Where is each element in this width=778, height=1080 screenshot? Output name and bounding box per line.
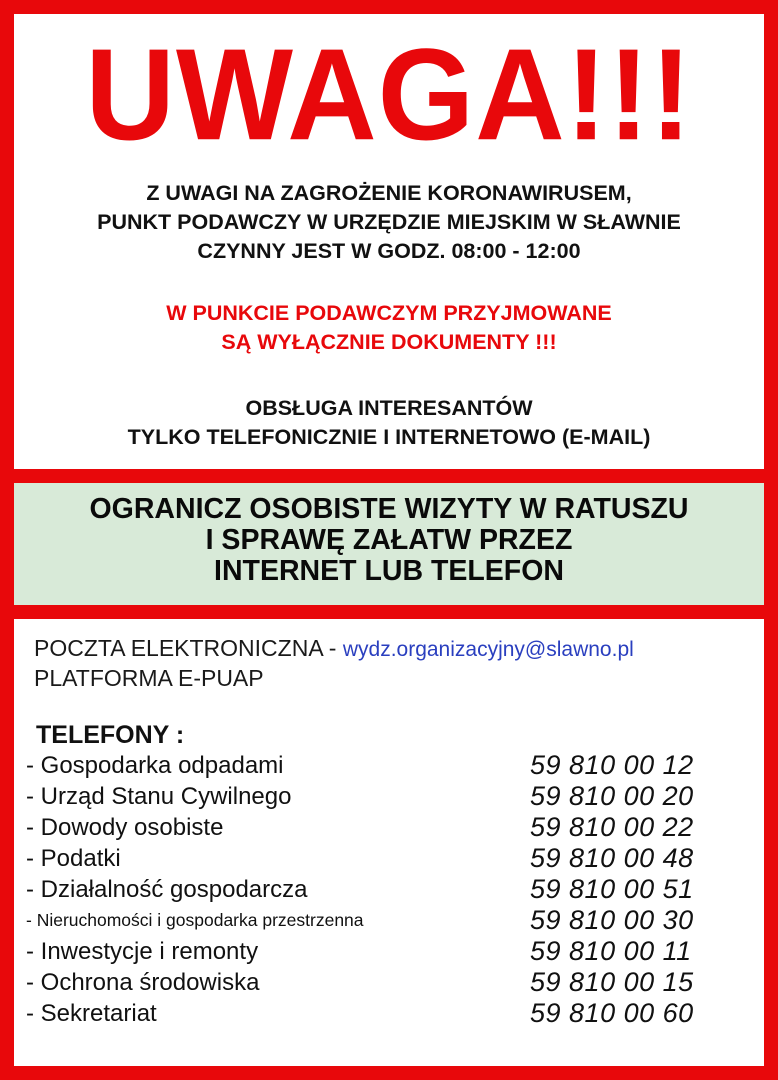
- phone-department: - Urząd Stanu Cywilnego: [26, 783, 292, 810]
- documents-only-notice: [14, 299, 764, 357]
- phone-department: - Sekretariat: [26, 1000, 157, 1027]
- notice-line: SĄ WYŁĄCZNIE DOKUMENTY !!!: [221, 330, 557, 354]
- phone-department: - Ochrona środowiska: [26, 969, 260, 996]
- phone-number: 59 810 00 60: [530, 998, 694, 1028]
- notice-line: OBSŁUGA INTERESANTÓW: [245, 396, 533, 420]
- phone-department: - Nieruchomości i gospodarka przestrzenna: [26, 910, 364, 930]
- phone-row: [26, 905, 756, 936]
- phone-list: [26, 750, 756, 1029]
- phone-department: - Podatki: [26, 845, 121, 872]
- email-link[interactable]: wydz.organizacyjny@slawno.pl: [342, 638, 634, 661]
- phone-number: 59 810 00 11: [530, 936, 692, 966]
- phone-row: [26, 967, 756, 998]
- phone-number: 59 810 00 48: [530, 843, 694, 873]
- band-line: INTERNET LUB TELEFON: [214, 555, 564, 587]
- phone-number: 59 810 00 51: [530, 874, 694, 904]
- warning-section: [14, 14, 764, 469]
- limit-visits-band: [14, 469, 764, 619]
- notice-line: W PUNKCIE PODAWCZYM PRZYJMOWANE: [166, 301, 612, 325]
- band-line: OGRANICZ OSOBISTE WIZYTY W RATUSZU: [89, 493, 689, 525]
- headline: UWAGA!!!: [85, 22, 693, 168]
- notice-line: Z UWAGI NA ZAGROŻENIE KORONAWIRUSEM,: [146, 181, 632, 205]
- phone-number: 59 810 00 20: [530, 781, 694, 811]
- service-notice: [14, 394, 764, 452]
- email-label: POCZTA ELEKTRONICZNA -: [34, 635, 343, 661]
- phone-department: - Gospodarka odpadami: [26, 752, 284, 779]
- notice-line: TYLKO TELEFONICZNIE I INTERNETOWO (E-MAIL): [127, 425, 651, 449]
- platform-label: PLATFORMA E-PUAP: [34, 665, 264, 691]
- phone-row: [26, 750, 756, 781]
- band-line: I SPRAWĘ ZAŁATW PRZEZ: [205, 524, 573, 556]
- contact-section: [34, 634, 754, 693]
- notice-line: PUNKT PODAWCZY W URZĘDZIE MIEJSKIM W SŁAWNIE: [97, 210, 681, 234]
- phone-department: - Dowody osobiste: [26, 814, 224, 841]
- phone-number: 59 810 00 30: [530, 905, 694, 935]
- phone-number: 59 810 00 22: [530, 812, 694, 842]
- phone-department: - Inwestycje i remonty: [26, 938, 259, 965]
- phone-number: 59 810 00 12: [530, 750, 694, 780]
- office-hours-notice: [14, 179, 764, 266]
- phone-number: 59 810 00 15: [530, 967, 694, 997]
- phone-row: [26, 781, 756, 812]
- phone-department: - Działalność gospodarcza: [26, 876, 308, 903]
- phone-row: [26, 936, 756, 967]
- phone-row: [26, 843, 756, 874]
- phone-row: [26, 874, 756, 905]
- phones-title: TELEFONY :: [36, 721, 185, 749]
- phone-row: [26, 812, 756, 843]
- notice-line: CZYNNY JEST W GODZ. 08:00 - 12:00: [197, 239, 581, 263]
- phone-row: [26, 998, 756, 1029]
